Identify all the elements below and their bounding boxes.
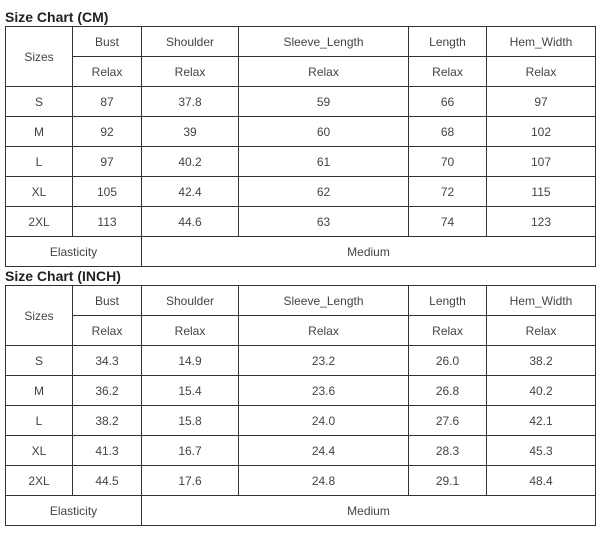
column-header-bust: Bust (73, 27, 142, 57)
value-cell: 38.2 (73, 406, 142, 436)
size-cell: 2XL (6, 466, 73, 496)
value-cell: 38.2 (487, 346, 596, 376)
size-chart-cm-table (5, 26, 596, 267)
value-cell: 42.4 (142, 177, 239, 207)
value-cell: 26.8 (409, 376, 487, 406)
value-cell: 92 (73, 117, 142, 147)
value-cell: 66 (409, 87, 487, 117)
elasticity-value-cell: Medium (142, 237, 596, 267)
value-cell: 63 (239, 207, 409, 237)
size-cell: S (6, 87, 73, 117)
size-cell: L (6, 406, 73, 436)
value-cell: 40.2 (487, 376, 596, 406)
elasticity-label-cell: Elasticity (6, 237, 142, 267)
fit-cell: Relax (409, 57, 487, 87)
size-cell: XL (6, 436, 73, 466)
fit-cell: Relax (487, 316, 596, 346)
value-cell: 102 (487, 117, 596, 147)
size-cell: XL (6, 177, 73, 207)
table-row (6, 406, 596, 436)
table-row (6, 177, 596, 207)
value-cell: 41.3 (73, 436, 142, 466)
table-row (6, 466, 596, 496)
value-cell: 40.2 (142, 147, 239, 177)
column-header-length: Length (409, 286, 487, 316)
fit-cell: Relax (73, 57, 142, 87)
elasticity-value-cell: Medium (142, 496, 596, 526)
value-cell: 74 (409, 207, 487, 237)
value-cell: 61 (239, 147, 409, 177)
fit-cell: Relax (239, 57, 409, 87)
value-cell: 68 (409, 117, 487, 147)
size-chart-inch-table (5, 285, 596, 526)
value-cell: 62 (239, 177, 409, 207)
fit-cell: Relax (142, 316, 239, 346)
fit-cell: Relax (239, 316, 409, 346)
header-row (6, 27, 596, 57)
size-cell: M (6, 376, 73, 406)
value-cell: 36.2 (73, 376, 142, 406)
value-cell: 29.1 (409, 466, 487, 496)
table-row (6, 147, 596, 177)
value-cell: 87 (73, 87, 142, 117)
table-row (6, 376, 596, 406)
value-cell: 60 (239, 117, 409, 147)
fit-cell: Relax (409, 316, 487, 346)
table-row (6, 346, 596, 376)
size-cell: S (6, 346, 73, 376)
size-cell: 2XL (6, 207, 73, 237)
table-row (6, 117, 596, 147)
value-cell: 24.0 (239, 406, 409, 436)
value-cell: 17.6 (142, 466, 239, 496)
value-cell: 26.0 (409, 346, 487, 376)
value-cell: 48.4 (487, 466, 596, 496)
size-cell: M (6, 117, 73, 147)
value-cell: 59 (239, 87, 409, 117)
value-cell: 39 (142, 117, 239, 147)
value-cell: 70 (409, 147, 487, 177)
value-cell: 44.6 (142, 207, 239, 237)
size-cell: L (6, 147, 73, 177)
value-cell: 123 (487, 207, 596, 237)
elasticity-row (6, 237, 596, 267)
value-cell: 42.1 (487, 406, 596, 436)
value-cell: 97 (487, 87, 596, 117)
size-chart-cm-title: Size Chart (CM) (5, 9, 109, 25)
table-row (6, 436, 596, 466)
value-cell: 23.2 (239, 346, 409, 376)
value-cell: 24.8 (239, 466, 409, 496)
value-cell: 45.3 (487, 436, 596, 466)
value-cell: 23.6 (239, 376, 409, 406)
value-cell: 105 (73, 177, 142, 207)
fit-row (6, 316, 596, 346)
elasticity-label-cell: Elasticity (6, 496, 142, 526)
value-cell: 107 (487, 147, 596, 177)
column-header-length: Length (409, 27, 487, 57)
value-cell: 16.7 (142, 436, 239, 466)
table-row (6, 207, 596, 237)
column-header-shoulder: Shoulder (142, 27, 239, 57)
elasticity-row (6, 496, 596, 526)
column-header-hem-width: Hem_Width (487, 286, 596, 316)
value-cell: 15.8 (142, 406, 239, 436)
value-cell: 15.4 (142, 376, 239, 406)
value-cell: 27.6 (409, 406, 487, 436)
sizes-header-cell: Sizes (6, 286, 73, 346)
column-header-sleeve-length: Sleeve_Length (239, 27, 409, 57)
sizes-header-cell: Sizes (6, 27, 73, 87)
value-cell: 72 (409, 177, 487, 207)
value-cell: 113 (73, 207, 142, 237)
column-header-hem-width: Hem_Width (487, 27, 596, 57)
value-cell: 14.9 (142, 346, 239, 376)
column-header-sleeve-length: Sleeve_Length (239, 286, 409, 316)
value-cell: 37.8 (142, 87, 239, 117)
table-row (6, 87, 596, 117)
fit-row (6, 57, 596, 87)
fit-cell: Relax (487, 57, 596, 87)
header-row (6, 286, 596, 316)
size-chart-inch-title: Size Chart (INCH) (5, 268, 121, 284)
value-cell: 34.3 (73, 346, 142, 376)
column-header-shoulder: Shoulder (142, 286, 239, 316)
fit-cell: Relax (142, 57, 239, 87)
column-header-bust: Bust (73, 286, 142, 316)
value-cell: 28.3 (409, 436, 487, 466)
value-cell: 115 (487, 177, 596, 207)
value-cell: 97 (73, 147, 142, 177)
fit-cell: Relax (73, 316, 142, 346)
value-cell: 24.4 (239, 436, 409, 466)
value-cell: 44.5 (73, 466, 142, 496)
